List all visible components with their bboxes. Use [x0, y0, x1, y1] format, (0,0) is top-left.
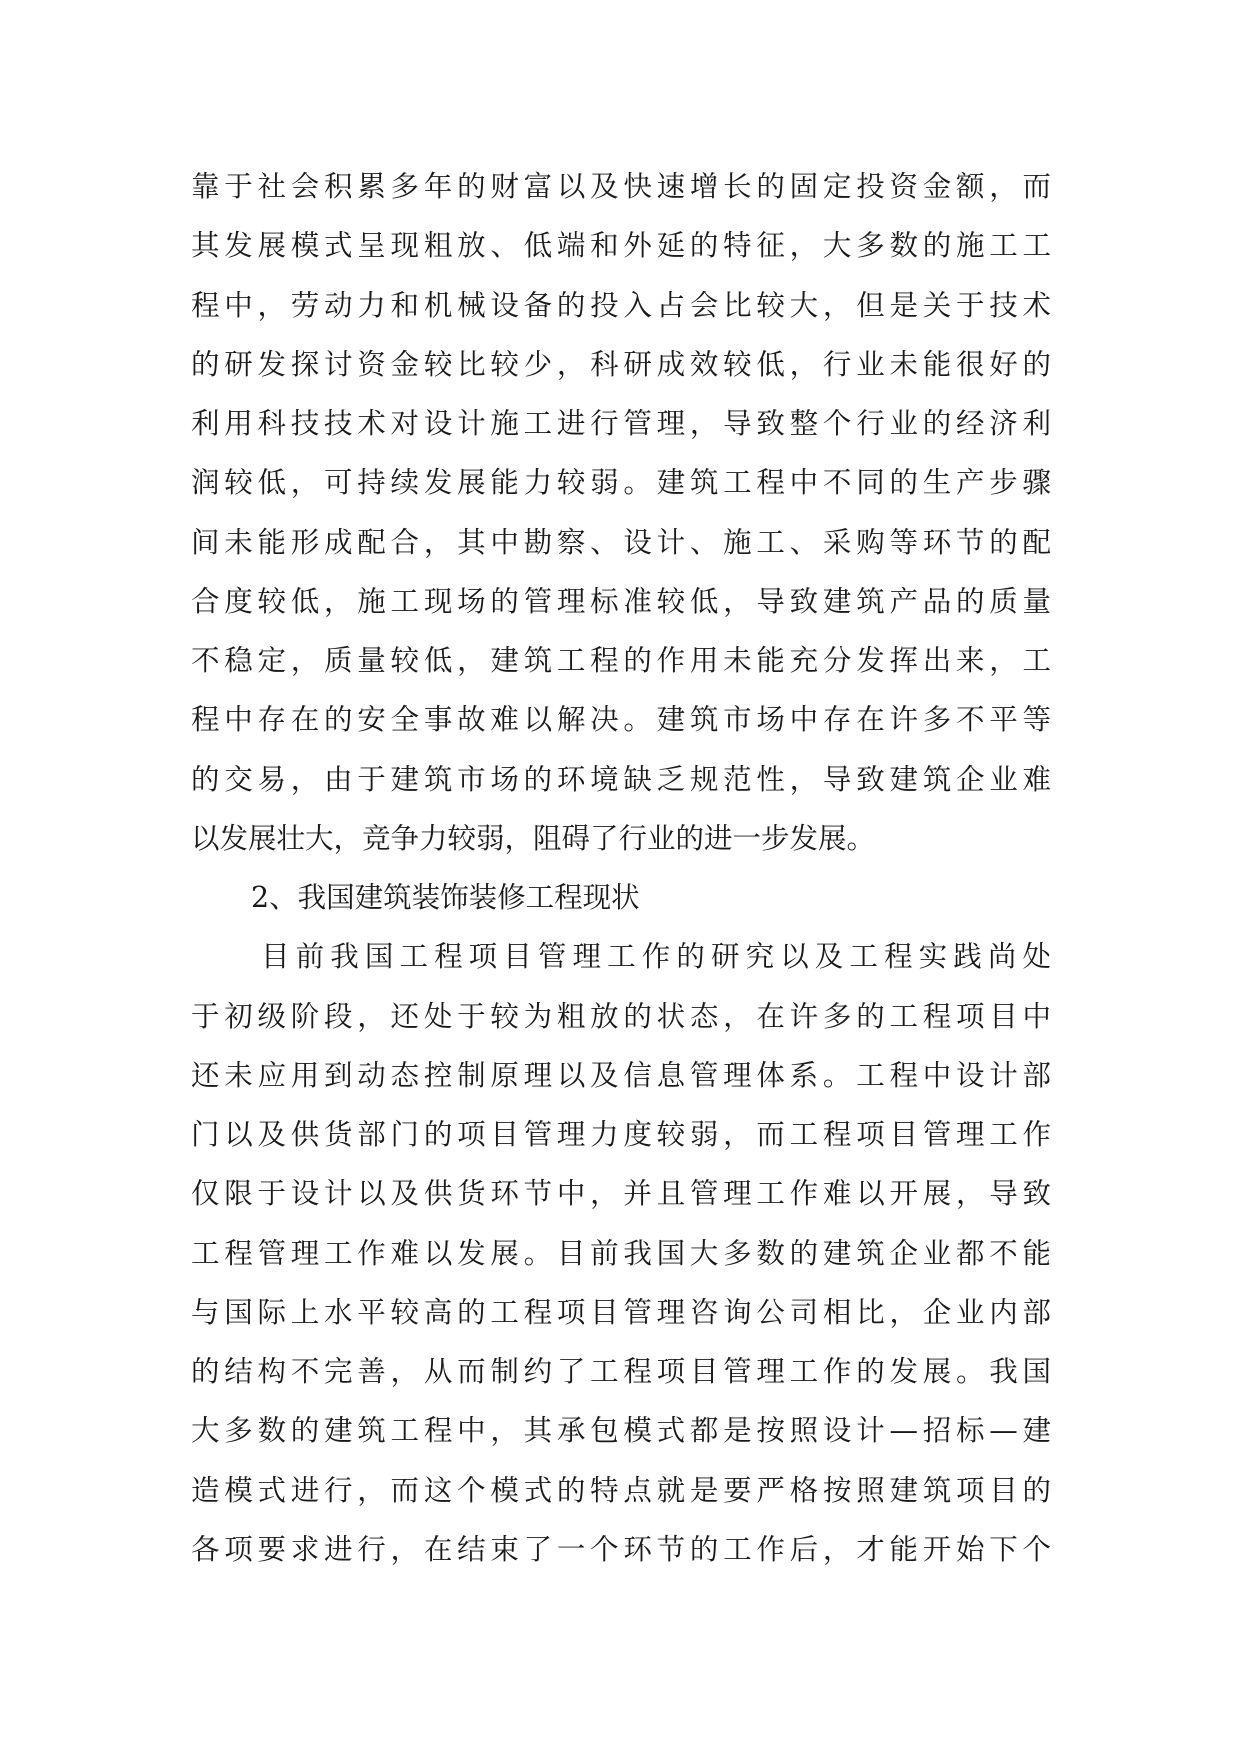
text-line: 程中，劳动力和机械设备的投入占会比较大，但是关于技术: [191, 288, 1051, 322]
text-line: 各项要求进行，在结束了一个环节的工作后，才能开始下个: [191, 1532, 1051, 1566]
text-line: 于初级阶段，还处于较为粗放的状态，在许多的工程项目中: [191, 999, 1051, 1033]
text-line: 合度较低，施工现场的管理标准较低，导致建筑产品的质量: [191, 584, 1051, 618]
text-line: 还未应用到动态控制原理以及信息管理体系。工程中设计部: [191, 1058, 1051, 1092]
section-heading: 2、我国建筑装饰装修工程现状: [251, 881, 640, 914]
text-line: 门以及供货部门的项目管理力度较弱，而工程项目管理工作: [191, 1118, 1051, 1151]
text-line: 的交易，由于建筑市场的环境缺乏规范性，导致建筑企业难: [191, 762, 1051, 796]
text-line: 程中存在的安全事故难以解决。建筑市场中存在许多不平等: [191, 703, 1051, 737]
paragraph: [191, 157, 1051, 868]
text-line: 的结构不完善，从而制约了工程项目管理工作的发展。我国: [191, 1355, 1051, 1388]
text-line: 大多数的建筑工程中，其承包模式都是按照设计—招标—建: [191, 1414, 1051, 1448]
body-text: [191, 157, 1051, 1579]
text-line: 不稳定，质量较低，建筑工程的作用未能充分发挥出来，工: [191, 644, 1051, 677]
text-line: 润较低，可持续发展能力较弱。建筑工程中不同的生产步骤: [191, 466, 1051, 500]
paragraph: [191, 927, 1051, 1579]
text-line: 间未能形成配合，其中勘察、设计、施工、采购等环节的配: [191, 525, 1051, 559]
text-line: 的研发探讨资金较比较少，科研成效较低，行业未能很好的: [191, 347, 1051, 381]
text-line: 利用科技技术对设计施工进行管理，导致整个行业的经济利: [191, 407, 1051, 440]
text-line: 靠于社会积累多年的财富以及快速增长的固定投资金额，而: [191, 170, 1051, 203]
text-line: 仅限于设计以及供货环节中，并且管理工作难以开展，导致: [191, 1177, 1051, 1211]
text-line: 以发展壮大，竞争力较弱，阻碍了行业的进一步发展。: [191, 821, 876, 855]
text-line: 目前我国工程项目管理工作的研究以及工程实践尚处: [261, 940, 1051, 974]
text-line: 其发展模式呈现粗放、低端和外延的特征，大多数的施工工: [191, 229, 1051, 263]
text-line: 造模式进行，而这个模式的特点就是要严格按照建筑项目的: [191, 1473, 1051, 1507]
text-line: 与国际上水平较高的工程项目管理咨询公司相比，企业内部: [191, 1295, 1051, 1329]
text-line: 工程管理工作难以发展。目前我国大多数的建筑企业都不能: [191, 1236, 1051, 1270]
